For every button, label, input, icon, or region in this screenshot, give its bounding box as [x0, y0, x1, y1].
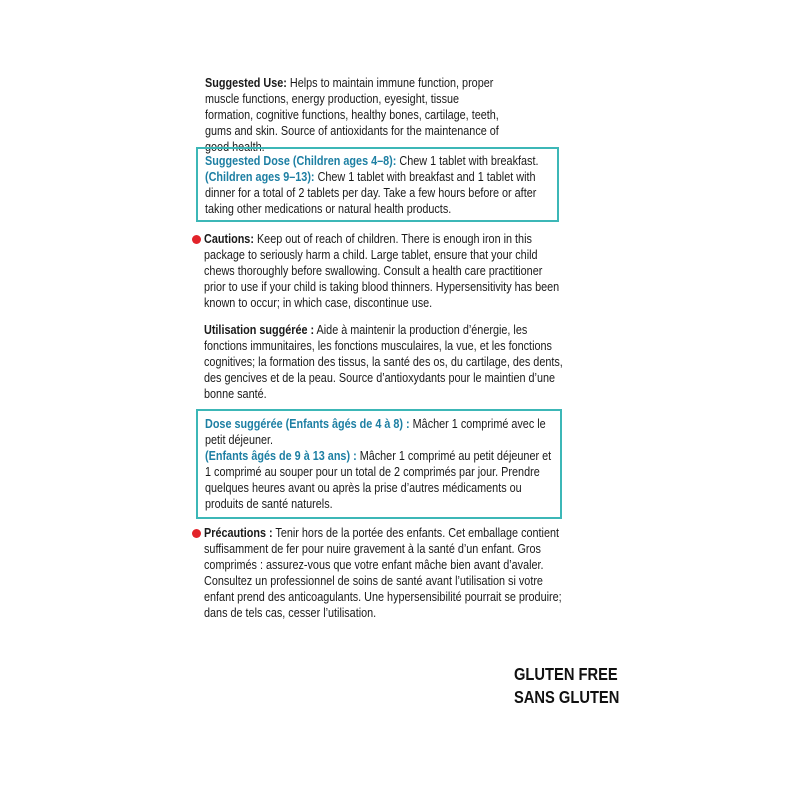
dose-text-children-4-8: Chew 1 tablet with breakfast. [396, 154, 539, 168]
cautions-paragraph [204, 231, 565, 311]
cautions-text: Keep out of reach of children. There is enough iron in this package to seriously harm a child. Large tablet, ensure that your child chews thoroughly before swallowing. Consult a health care practitioner prior to use if your child is taking blood thinners. Hypersensitivity has been known to occur; in which case, discontinue use. [204, 232, 560, 311]
red-dot-icon [192, 529, 201, 538]
dose-label-children-4-8: Suggested Dose (Children ages 4–8): [205, 154, 397, 168]
cautions-label: Cautions: [204, 232, 254, 246]
suggested-use-paragraph [205, 75, 499, 155]
gluten-free-text: GLUTEN FREE [514, 664, 618, 684]
dose-label-enfants-9-13: (Enfants âgés de 9 à 13 ans) : [205, 449, 357, 464]
precautions-paragraph [204, 525, 572, 622]
dose-label-enfants-4-8: Dose suggérée (Enfants âgés de 4 à 8) : [205, 417, 410, 431]
utilisation-text: Aide à maintenir la production d’énergie, les fonctions immunitaires, les fonctions musculaires, la vue, et les fonctions cognitives; la formation des tissus, la santé des os, du cartilage, des dents, des gencives et de la peau. Source d’antioxydants pour le maintien d’une bonne santé. [204, 323, 563, 402]
dose-text-children-9-13: Chew 1 tablet with breakfast and 1 tablet with dinner for a total of 2 tablets per day. Take a few hours before or after taking other medications or natural health products. [205, 170, 537, 217]
precautions-label: Précautions : [204, 526, 273, 540]
suggested-use-text: Helps to maintain immune function, proper muscle functions, energy production, eyesight, tissue formation, cognitive functions, healthy bones, cartilage, teeth, gums and skin. Source of antioxidants for the maintenance of good health. [205, 76, 499, 155]
sans-gluten-text: SANS GLUTEN [514, 687, 620, 707]
dose-suggeree-paragraph [205, 416, 558, 513]
suggested-dose-paragraph [205, 153, 558, 217]
dose-text-enfants-9-13: Mâcher 1 comprimé au petit déjeuner et 1 comprimé au souper pour un total de 2 comprimés par jour. Prendre quelques heures avant ou après la prise d’autres médicaments ou produits de santé naturels. [205, 449, 552, 512]
dose-suggeree-box [196, 409, 562, 519]
dose-text-enfants-4-8: Mâcher 1 comprimé avec le petit déjeuner. [205, 417, 546, 448]
gluten-free-claim [514, 663, 619, 709]
red-dot-icon [192, 235, 201, 244]
suggested-use-label: Suggested Use: [205, 76, 287, 90]
precautions-text: Tenir hors de la portée des enfants. Cet emballage contient suffisamment de fer pour nuire gravement à la santé d’un enfant. Gros comprimés : assurez-vous que votre enfant mâche bien avant d’avaler. Consultez un professionnel de soins de santé avant l’utilisation si votre enfant prend des anticoagulants. Une hypersensibilité pourrait se produire; dans de tels cas, cesser l’utilisation. [204, 526, 562, 621]
suggested-dose-box [196, 147, 559, 222]
utilisation-label: Utilisation suggérée : [204, 323, 315, 337]
utilisation-suggeree-paragraph [204, 322, 563, 402]
dose-label-children-9-13: (Children ages 9–13): [205, 170, 315, 185]
